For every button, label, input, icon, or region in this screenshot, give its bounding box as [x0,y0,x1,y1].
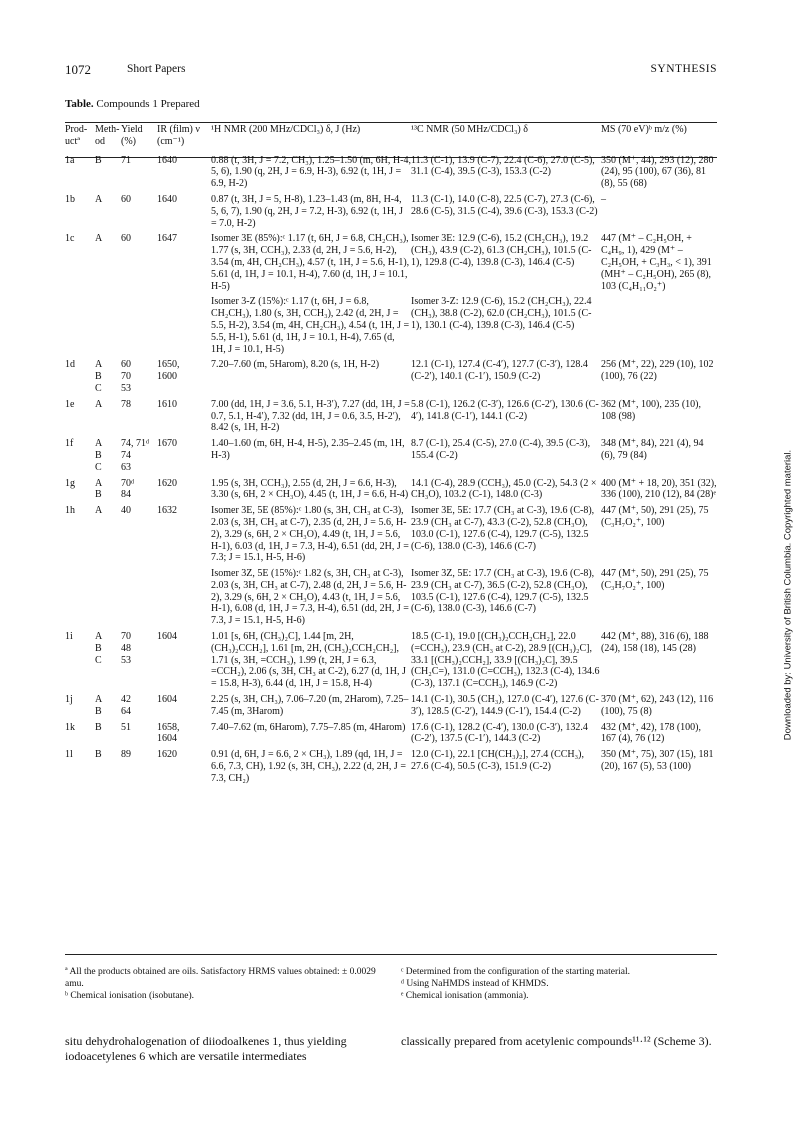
ms-cell: 370 (M⁺, 62), 243 (12), 116 (100), 75 (8) [601,694,714,717]
product-cell: 1d [65,359,75,371]
h-nmr-cell: Isomer 3E, 5E (85%):ᶜ 1.80 (s, 3H, CH₃ at C-3), 2.03 (s, 3H, CH₃ at C-7), 2.35 (d, 2H, J = 5.6, H-2), 3.29 (s, 6H, 2 × CH₃O), 4.49 (t, 1H, J = 5.6, H-1), 6.03 (d, 1H, J = 7.3, H-4), 6.51 (dd, 2H, J = 7.3; J = 15.1, H-5, H-6) [211,505,409,564]
ms-cell: 442 (M⁺, 88), 316 (6), 188 (24), 158 (18), 145 (28) [601,631,709,654]
column-header: ¹H NMR (200 MHz/CDCl₃) δ, J (Hz) [211,124,361,135]
method-cell: B [95,749,102,761]
c-nmr-cell: 18.5 (C-1), 19.0 [(CH₃)₂CCH₂CH₂], 22.0 (=CCH₃), 23.9 (CH₃ at C-2), 28.9 [(CH₃)₂C], 33.1 [(CH₃)₂CCH₂], 33.9 [(CH₃)₂C], 39.5 (CH₂C=), 131.0 (C=CCH₃), 132.3 (C-4), 134.6 (C-3), 137.1 (C=CCH₃), 146.9 (C-2) [411,631,600,690]
ms-cell: 256 (M⁺, 22), 229 (10), 102 (100), 76 (22) [601,359,714,383]
compounds-table [65,124,717,785]
table-row [65,745,717,784]
product-cell: 1f [65,438,74,450]
table-row [65,690,717,718]
download-watermark-text: Downloaded by: University of British Columbia. Copyrighted material. [782,449,794,741]
method-cell: A B C [95,359,103,394]
column-header: IR (film) ν (cm⁻¹) [157,124,200,147]
ms-cell: 447 (M⁺ – C₂H₅OH, + C₄H₉, 1), 429 (M⁺ – C₂H₅OH, + C₃H₃, < 1), 391 (MH⁺ – C₂H₅OH), 265 (8), 103 (C₄H₁₁O₂⁺) [601,233,712,292]
method-cell: A B [95,477,103,501]
h-nmr-cell: 1.01 [s, 6H, (CH₃)₂C], 1.44 [m, 2H, (CH₃)₂CCH₂], 1.61 [m, 2H, (CH₃)₂CCH₂CH₂], 1.71 (s, 3H, =CCH₃), 1.99 (t, 2H, J = 6.3, =CCH₂), 2.06 (s, 3H, CH₃ at C-2), 6.27 (d, 1H, J = 15.8, H-3), 6.44 (d, 1H, J = 15.8, H-4) [211,631,406,690]
yield-cell: 60 [121,193,131,205]
footnote-d: ᵈ Using NaHMDS instead of KHMDS. [401,979,549,989]
method-cell: A [95,193,103,205]
table-row [65,355,717,394]
ir-cell: 1647 [157,233,177,245]
c-nmr-cell: 11.3 (C-1), 14.0 (C-8), 22.5 (C-7), 27.3 (C-6), 28.6 (C-5), 31.5 (C-4), 39.6 (C-3), 153.3 (C-2) [411,193,598,217]
c-nmr-cell: 14.1 (C-1), 30.5 (CH₃), 127.0 (C-4′), 127.6 (C-3′), 128.5 (C-2′), 144.9 (C-1′), 154.4 (C-2) [411,694,599,717]
method-cell: A B C [95,438,103,473]
yield-cell: 60 [121,233,131,245]
c-nmr-cell: Isomer 3Z, 5E: 17.7 (CH₃ at C-3), 19.6 (C-8), 23.9 (CH₃ at C-7), 36.5 (C-2), 52.8 (CH₃O), 103.5 (C-1), 127.6 (C-4), 129.7 (C-5), 132.5 (C-6), 138.0 (C-3), 146.6 (C-7) [411,568,595,615]
table-row [65,627,717,690]
ms-cell: 447 (M⁺, 50), 291 (25), 75 (C₃H₇O₂⁺, 100) [601,505,709,528]
column-header: Prod- uctª [65,124,88,147]
table-row [65,229,717,292]
product-cell [65,292,95,355]
yield-cell: 70ᵈ 84 [121,477,135,501]
c-nmr-cell: Isomer 3-Z: 12.9 (C-6), 15.2 (CH₂CH₃), 22.4 (CH₃), 38.8 (C-2), 62.0 (CH₂CH₃), 101.5 (C-1), 130.1 (C-4), 139.8 (C-3), 146.4 (C-5) [411,296,592,331]
footnote-b: ᵇ Chemical ionisation (isobutane). [65,991,195,1001]
yield-cell: 60 70 53 [121,359,131,394]
page-header [65,62,717,78]
h-nmr-cell: 1.40–1.60 (m, 6H, H-4, H-5), 2.35–2.45 (m, 1H, H-3) [211,438,405,461]
yield-cell: 78 [121,398,131,410]
h-nmr-cell: 0.87 (t, 3H, J = 5, H-8), 1.23–1.43 (m, 8H, H-4, 5, 6, 7), 1.90 (q, 2H, J = 7.2, H-3), 6.92 (t, 1H, J = 7.0, H-2) [211,193,404,229]
table-row [65,292,717,355]
journal-name: SYNTHESIS [650,63,717,75]
c-nmr-cell: 8.7 (C-1), 25.4 (C-5), 27.0 (C-4), 39.5 (C-3), 155.4 (C-2) [411,438,591,461]
c-nmr-cell: 14.1 (C-4), 28.9 (CCH₃), 45.0 (C-2), 54.3 (2 × CH₃O), 103.2 (C-1), 148.0 (C-3) [411,477,597,501]
ir-cell: 1650, 1600 [157,359,180,383]
h-nmr-cell: Isomer 3Z, 5E (15%):ᶜ 1.82 (s, 3H, CH₃ at C-3), 2.03 (s, 3H, CH₃ at C-7), 2.48 (d, 2H, J = 5.6, H-2), 3.29 (s, 6H, 2 × CH₃O), 4.43 (t, 1H, J = 5.6, H-1), 6.08 (d, 1H, J = 7.3, H-4), 6.51 (dd, 2H, J = 7.3, J = 15.1, H-5, H-6) [211,568,409,627]
method-cell [95,292,121,355]
yield-cell: 89 [121,749,131,761]
footnote-e: ᵉ Chemical ionisation (ammonia). [401,991,529,1001]
ms-cell [601,292,717,355]
ms-cell: 447 (M⁺, 50), 291 (25), 75 (C₃H₇O₂⁺, 100) [601,568,709,591]
ms-cell: – [601,193,606,205]
ir-cell: 1620 [157,749,177,761]
table-caption [65,98,200,110]
yield-cell [121,292,157,355]
table-row [65,474,717,502]
h-nmr-cell: Isomer 3-Z (15%):ᶜ 1.17 (t, 6H, J = 6.8, CH₂CH₃), 1.80 (s, 3H, CCH₃), 2.42 (d, 2H, J = 5.5, H-2), 3.54 (m, 4H, CH₂CH₃), 4.54 (t, 1H, J = 5.5, H-1), 5.61 (d, 1H, J = 10.1, H-4), 7.65 (d, 1H, J = 10.1, H-5) [211,296,410,355]
c-nmr-cell: 12.1 (C-1), 127.4 (C-4′), 127.7 (C-3′), 128.4 (C-2′), 140.1 (C-1′), 150.9 (C-2) [411,359,588,383]
product-cell: 1i [65,631,73,643]
ir-cell: 1658, 1604 [157,721,180,745]
body-text-left: situ dehydrohalogenation of diiodoalkenes 1, thus yielding iodoacetylenes 6 which are versatile intermediates [65,1034,347,1063]
body-text-right: classically prepared from acetylenic compounds¹¹·¹² (Scheme 3). [401,1034,712,1048]
footnote-c: ᶜ Determined from the configuration of the starting material. [401,967,631,977]
product-cell: 1j [65,694,73,706]
ir-cell [157,564,211,627]
ir-cell: 1610 [157,398,177,410]
h-nmr-cell: 7.00 (dd, 1H, J = 3.6, 5.1, H-3′), 7.27 (dd, 1H, J = 0.7, 5.1, H-4′), 7.32 (dd, 1H, J = 0.6, 3.5, H-2′), 8.42 (s, 1H, H-2) [211,398,410,434]
h-nmr-cell: Isomer 3E (85%):ᶜ 1.17 (t, 6H, J = 6.8, CH₂CH₃), 1.77 (s, 3H, CCH₃), 2.33 (d, 2H, J = 5.6, H-2), 3.54 (m, 4H, CH₂CH₃), 4.57 (t, 1H, J = 5.6, H-1), 5.61 (d, 1H, J = 10.1, H-4), 7.60 (d, 1H, J = 10.1, H-5) [211,233,410,292]
product-cell: 1l [65,749,73,761]
table-row [65,395,717,434]
method-cell: A [95,233,103,245]
ir-cell: 1620 [157,477,177,489]
yield-cell: 70 48 53 [121,631,131,666]
page-number: 1072 [65,62,91,77]
ir-cell: 1640 [157,154,177,166]
yield-cell: 51 [121,721,131,733]
ir-cell: 1632 [157,505,177,517]
h-nmr-cell: 7.20–7.60 (m, 5Harom), 8.20 (s, 1H, H-2) [211,359,380,371]
column-header: Meth- od [95,124,120,147]
table-caption-label: Table. [65,98,94,110]
h-nmr-cell: 1.95 (s, 3H, CCH₃), 2.55 (d, 2H, J = 6.6, H-3), 3.30 (s, 6H, 2 × CH₃O), 4.45 (t, 1H, J = 6.6, H-4) [211,477,409,501]
ms-cell: 348 (M⁺, 84), 221 (4), 94 (6), 79 (84) [601,438,704,461]
ir-cell: 1640 [157,193,177,205]
c-nmr-cell: 12.0 (C-1), 22.1 [CH(CH₃)₂], 27.4 (CCH₃), 27.6 (C-4), 50.5 (C-3), 151.9 (C-2) [411,749,584,773]
h-nmr-cell: 2.25 (s, 3H, CH₃), 7.06–7.20 (m, 2Harom), 7.25–7.45 (m, 3Harom) [211,694,409,717]
column-header: ¹³C NMR (50 MHz/CDCl₃) δ [411,124,528,135]
c-nmr-cell: Isomer 3E: 12.9 (C-6), 15.2 (CH₂CH₃), 19.2 (CH₃), 43.9 (C-2), 61.3 (CH₂CH₃), 101.5 (C-1), 129.8 (C-4), 139.8 (C-3), 146.4 (C-5) [411,233,592,268]
product-cell: 1a [65,154,75,166]
ms-cell: 362 (M⁺, 100), 235 (10), 108 (98) [601,398,701,422]
product-cell: 1k [65,721,75,733]
download-watermark [782,230,794,960]
yield-cell: 71 [121,154,131,166]
h-nmr-cell: 0.91 (d, 6H, J = 6.6, 2 × CH₃), 1.89 (qd, 1H, J = 6.6, 7.3, CH), 1.92 (s, 3H, CH₃), 2.22 (d, 2H, J = 7.3, CH₂) [211,749,406,784]
ms-cell: 400 (M⁺ + 18, 20), 351 (32), 336 (100), 210 (12), 84 (28)ᵉ [601,477,717,501]
method-cell [95,564,121,627]
ir-cell [157,292,211,355]
table-row [65,501,717,564]
yield-cell [121,564,157,627]
product-cell: 1h [65,505,75,517]
table-row [65,151,717,190]
c-nmr-cell: 17.6 (C-1), 128.2 (C-4′), 130.0 (C-3′), 132.4 (C-2′), 137.5 (C-1′), 144.3 (C-2) [411,721,588,745]
product-cell: 1e [65,398,75,410]
section-title: Short Papers [127,63,186,75]
table-bottom-rule [65,954,717,955]
ms-cell: 350 (M⁺, 75), 307 (15), 181 (20), 167 (5), 53 (100) [601,749,714,773]
ms-cell: 350 (M⁺, 44), 293 (12), 280 (24), 95 (100), 67 (36), 81 (8), 55 (68) [601,154,714,190]
table-header-row [65,124,717,151]
ir-cell: 1604 [157,631,177,643]
c-nmr-cell: Isomer 3E, 5E: 17.7 (CH₃ at C-3), 19.6 (C-8), 23.9 (CH₃ at C-7), 43.3 (C-2), 52.8 (CH₃O), 103.0 (C-1), 127.6 (C-4), 129.7 (C-5), 132.5 (C-6), 138.0 (C-3), 146.6 (C-7) [411,505,595,552]
column-header: MS (70 eV)ᵇ m/z (%) [601,124,687,135]
yield-cell: 40 [121,505,131,517]
c-nmr-cell: 5.8 (C-1), 126.2 (C-3′), 126.6 (C-2′), 130.6 (C-4′), 141.8 (C-1′), 144.1 (C-2) [411,398,599,422]
method-cell: B [95,721,102,733]
table-row [65,434,717,473]
table-top-rule [65,122,717,123]
method-cell: A [95,398,103,410]
table-row [65,718,717,746]
yield-cell: 74, 71ᵈ 74 63 [121,438,150,473]
product-cell: 1c [65,233,75,245]
method-cell: A [95,505,103,517]
c-nmr-cell: 11.3 (C-1), 13.9 (C-7), 22.4 (C-6), 27.0 (C-5), 31.1 (C-4), 39.5 (C-3), 153.3 (C-2) [411,154,595,178]
method-cell: B [95,154,102,166]
product-cell [65,564,95,627]
ir-cell: 1670 [157,438,177,450]
product-cell: 1b [65,193,75,205]
table-caption-text: Compounds 1 Prepared [96,98,200,110]
table-row [65,564,717,627]
column-header: Yield (%) [121,124,143,147]
yield-cell: 42 64 [121,694,131,717]
table-row [65,190,717,229]
h-nmr-cell: 7.40–7.62 (m, 6Harom), 7.75–7.85 (m, 4Harom) [211,721,406,733]
h-nmr-cell: 0.88 (t, 3H, J = 7.2, CH₃), 1.25–1.50 (m, 6H, H-4, 5, 6), 1.90 (q, 2H, J = 6.9, H-3), 6.92 (t, 1H, J = 6.9, H-2) [211,154,411,190]
method-cell: A B [95,694,103,717]
ms-cell: 432 (M⁺, 42), 178 (100), 167 (4), 76 (12) [601,721,701,745]
method-cell: A B C [95,631,103,666]
footnote-a: ª All the products obtained are oils. Satisfactory HRMS values obtained: ± 0.0029 amu. [65,967,376,989]
product-cell: 1g [65,477,75,489]
ir-cell: 1604 [157,694,177,706]
